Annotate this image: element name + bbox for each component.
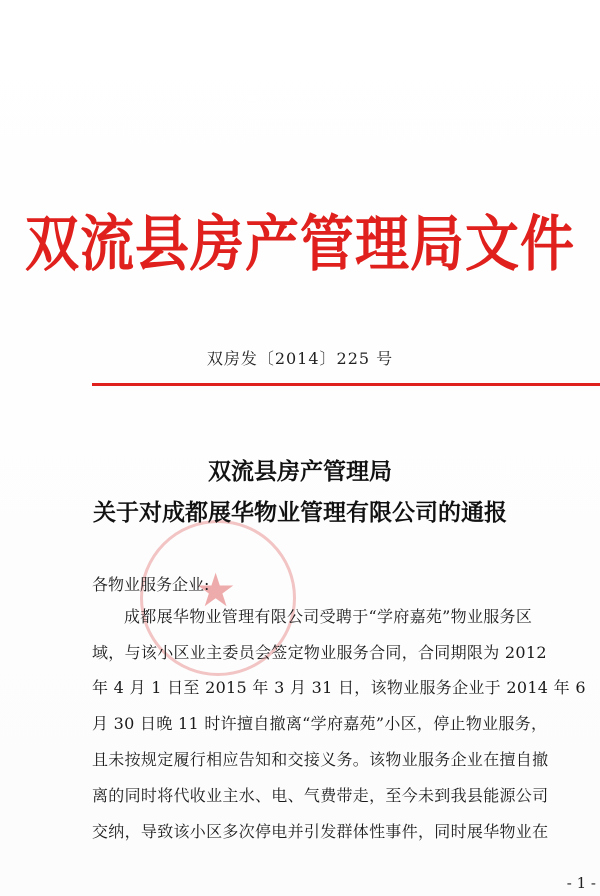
- body-line: 域，与该小区业主委员会签定物业服务合同，合同期限为 2012: [92, 643, 547, 662]
- body-line: 交纳，导致该小区多次停电并引发群体性事件，同时展华物业在: [92, 822, 549, 841]
- document-header-title: 双流县房产管理局文件: [25, 207, 575, 279]
- page-number: - 1 -: [566, 874, 596, 892]
- body-line: 成都展华物业管理有限公司受聘于“学府嘉苑”物业服务区: [124, 607, 533, 626]
- header-divider: [92, 383, 600, 386]
- salutation: 各物业服务企业:: [92, 575, 210, 594]
- notice-title-line-2: 关于对成都展华物业管理有限公司的通报: [93, 499, 507, 526]
- body-line: 且未按规定履行相应告知和交接义务。该物业服务企业在擅自撤: [92, 750, 549, 769]
- body-line: 离的同时将代收业主水、电、气费带走，至今未到我县能源公司: [92, 786, 549, 805]
- body-line: 月 30 日晚 11 时许擅自撤离“学府嘉苑”小区，停止物业服务，: [92, 714, 548, 733]
- body-line: 年 4 月 1 日至 2015 年 3 月 31 日，该物业服务企业于 2014 年 6: [92, 678, 586, 697]
- notice-title-line-1: 双流县房产管理局: [208, 458, 392, 485]
- document-number: 双房发〔2014〕225 号: [206, 349, 394, 368]
- seal-star-icon: ★: [195, 563, 237, 617]
